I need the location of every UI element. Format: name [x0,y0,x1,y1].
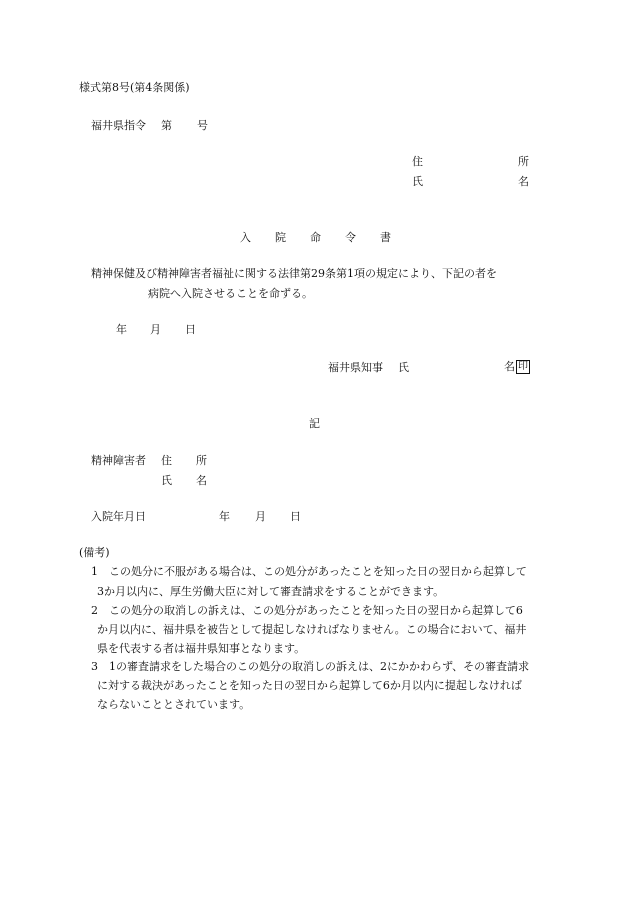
remark-1-line1: この処分に不服がある場合は、この処分があったことを知った日の翌日から起算して [109,565,527,578]
issuer-title: 福井県知事 [328,361,383,374]
remark-1-line2: 3か月以内に、厚生労働大臣に対して審査請求をすることができます。 [97,585,445,598]
addressee-name-a: 氏 [412,175,423,188]
patient-name-a: 氏 [161,474,172,487]
patient-label: 精神障害者 [91,454,146,467]
admission-date-month: 月 [255,510,266,523]
title-char-1: 入 [240,231,251,244]
order-text-line1: 精神保健及び精神障害者福祉に関する法律第29条第1項の規定により、下記の者を [91,267,497,280]
addressee-address-a: 住 [412,155,423,168]
remarks-heading: (備考) [79,546,110,559]
remark-3-line2: に対する裁決があったことを知った日の翌日から起算して6か月以内に提起しなければ [97,679,522,692]
admission-date-label: 入院年月日 [91,510,146,523]
form-label: 様式第8号(第4条関係) [79,81,190,94]
admission-date-year: 年 [219,510,230,523]
issuer-name-b: 名 [504,360,515,373]
remark-2-num: 2 [91,604,98,617]
order-text-line2: 病院へ入院させることを命ずる。 [148,287,313,300]
issuer-name-a: 氏 [398,361,409,374]
remark-3-num: 3 [91,660,98,673]
remark-1-num: 1 [91,565,98,578]
addressee-name-b: 名 [518,175,529,188]
ki-label: 記 [309,417,320,430]
seal-mark: 印 [518,361,528,372]
issuer-name-with-seal [504,360,530,374]
title-char-5: 書 [380,231,391,244]
remark-3-line1: 1の審査請求をした場合のこの処分の取消しの訴えは、2にかかわらず、その審査請求 [109,660,530,673]
doc-number-dai: 第 [161,119,172,132]
patient-address-b: 所 [196,454,207,467]
patient-name-b: 名 [196,474,207,487]
doc-number-prefix: 福井県指令 [91,119,146,132]
remark-2-line2: か月以内に、福井県を被告として提起しなければなりません。この場合において、福井 [97,623,527,636]
patient-address-a: 住 [161,454,172,467]
title-char-4: 令 [345,231,356,244]
doc-number-go: 号 [197,119,208,132]
remark-2-line3: 県を代表する者は福井県知事となります。 [97,642,306,655]
issue-date-day: 日 [185,323,196,336]
title-char-3: 命 [310,231,321,244]
admission-date-day: 日 [290,510,301,523]
title-char-2: 院 [275,231,286,244]
issue-date-month: 月 [150,323,161,336]
addressee-address-b: 所 [518,155,529,168]
issue-date-year: 年 [116,323,127,336]
remark-2-line1: この処分の取消しの訴えは、この処分があったことを知った日の翌日から起算して6 [109,604,523,617]
remark-3-line3: ならないこととされています。 [97,698,251,711]
